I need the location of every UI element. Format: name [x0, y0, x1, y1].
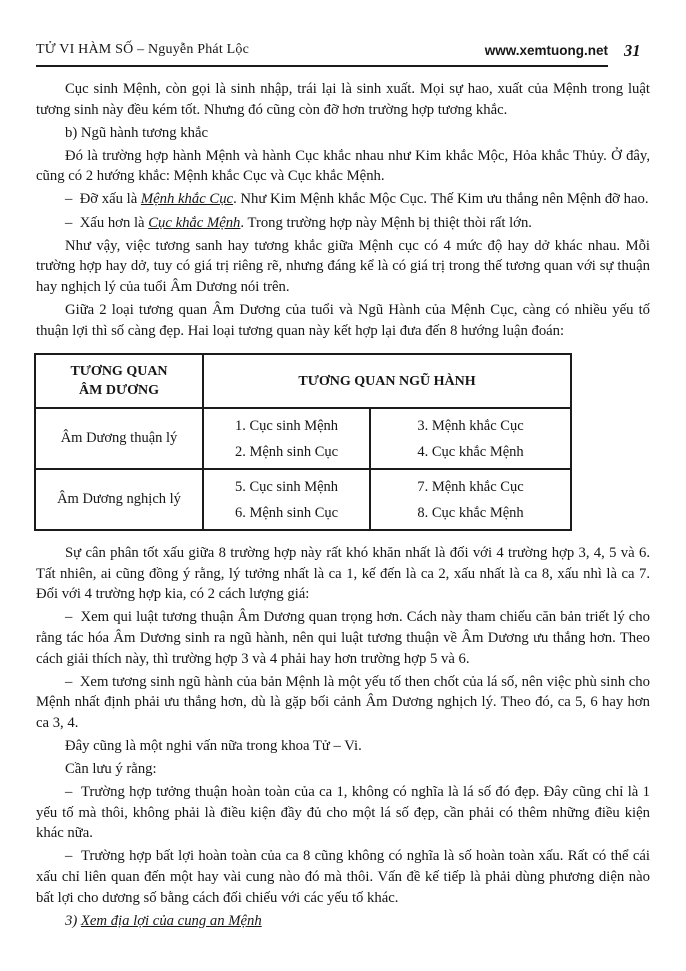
table-item-3: 3. Mệnh khắc Cục [417, 417, 524, 434]
paragraph-do-xau-suffix: . Như Kim Mệnh khắc Mộc Cục. Thế Kim ưu thắng nên Mệnh đỡ hao. [233, 191, 649, 208]
subsection-number: 3) [65, 912, 81, 929]
paragraph-truong-hop-ca-1: – Trường hợp tưởng thuận hoàn toàn của ca 1, không có nghĩa là lá số đó đẹp. Đây cũng chỉ là 1 yếu tố mà thôi, không phải là điều kiện đầy đủ cho một lá số đẹp, cần phải có thêm những điều kiện khác nữa. [36, 784, 650, 842]
table-item-6: 6. Mệnh sinh Cục [234, 504, 339, 521]
table-item-7: 7. Mệnh khắc Cục [417, 478, 524, 495]
paragraph-cuc-sinh-menh: Cục sinh Mệnh, còn gọi là sinh nhập, trái lại là sinh xuất. Mọi sự hao, xuất của Mệnh trong luật tương sinh này đều kém tốt. Nhưng đó cũng còn đỡ hơn trường hợp tương khắc. [36, 81, 650, 118]
table-item-5: 5. Cục sinh Mệnh [234, 478, 339, 495]
paragraph-xau-hon-prefix: – Xấu hơn là [65, 214, 149, 231]
table-item-1: 1. Cục sinh Mệnh [234, 417, 339, 434]
paragraph-nghi-van: Đây cũng là một nghi vấn nữa trong khoa Tử – Vi. [65, 737, 362, 754]
paragraph-giua-2-loai: Giữa 2 loại tương quan Âm Dương của tuổi và Ngũ Hành của Mệnh Cục, càng có nhiều yếu tố thuận lợi thì số càng đẹp. Hai loại tương quan này kết hợp lại đưa đến 8 hướng luận đoán: [36, 301, 650, 339]
table-row-thuan-ly [35, 408, 571, 469]
paragraph-xem-qui-luat: – Xem qui luật tương thuận Âm Dương quan trọng hơn. Cách này tham chiếu căn bản triết lý cho rằng tác hóa Âm Dương sinh ra ngũ hành, nên qui luật tương thuận về Âm Dương ưu thắng hơn. Theo cách giải thích này, thì trường hợp 3 và 4 phải hay hơn trường hợp 5 và 6. [36, 609, 650, 667]
website-label: www.xemtuong.net [484, 43, 608, 58]
paragraph-nhu-vay: Như vậy, việc tương sanh hay tương khắc giữa Mệnh cục có 4 mức độ hay dở khác nhau. Mỗi trường hợp hay dở, tuy có giá trị riêng rẽ, nhưng đáng kể là có giá trị trong thế tương quan với sự thuận hay nghịch lý của tuổi Âm Dương nói trên. [36, 237, 650, 295]
paragraph-truong-hop-ca-8: – Trường hợp bất lợi hoàn toàn của ca 8 cũng không có nghĩa là số hoàn toàn xấu. Rất có thể cái xấu chỉ liên quan đến một hay vài cung nào đó mà thôi. Vấn đề kế tiếp là phải dùng phương diện nào bất lợi cho dương số bằng cách đối chiếu với các yếu tố khác. [36, 848, 650, 906]
paragraph-xau-hon [36, 213, 650, 234]
subsection-title-underlined: Xem địa lợi của cung an Mệnh [80, 912, 262, 929]
table-cell-label-nghich-ly: Âm Dương nghịch lý [35, 469, 203, 530]
subsection-heading-xem-dia-loi [36, 911, 650, 932]
page-header [36, 42, 608, 67]
emphasis-menh-khac-cuc: Mệnh khắc Cục [140, 191, 234, 208]
table-header-am-duong-line2: ÂM DƯƠNG [79, 383, 159, 399]
table-item-2: 2. Mệnh sinh Cục [234, 443, 339, 460]
paragraph-truong-hop-khac: Đó là trường hợp hành Mệnh và hành Cục khắc nhau như Kim khắc Mộc, Hỏa khắc Thủy. Ở đây, cũng có 2 hướng khắc: Mệnh khắc Cục và Cục khắc Mệnh. [36, 147, 650, 185]
page-number: 31 [624, 41, 641, 60]
table-cell-nghich-ly-khac [370, 469, 571, 530]
section-heading-ngu-hanh-tuong-khac: b) Ngũ hành tương khắc [65, 124, 208, 141]
table-cell-label-thuan-ly: Âm Dương thuận lý [35, 408, 203, 469]
table-cell-thuan-ly-sinh [203, 408, 370, 469]
paragraph-do-xau-prefix: – Đỡ xấu là [65, 191, 141, 208]
table-header-am-duong [35, 354, 203, 408]
book-title: TỬ VI HÀM SỐ – Nguyễn Phát Lộc [36, 42, 249, 57]
table-header-am-duong-line1: TƯƠNG QUAN [70, 364, 168, 380]
table-item-8: 8. Cục khắc Mệnh [417, 504, 524, 521]
paragraph-do-xau [36, 189, 650, 210]
page-body [36, 79, 650, 934]
table-row-nghich-ly [35, 469, 571, 530]
relation-table [34, 353, 572, 531]
table-header-row [35, 354, 571, 408]
table-header-ngu-hanh: TƯƠNG QUAN NGŨ HÀNH [203, 354, 571, 408]
table-item-4: 4. Cục khắc Mệnh [417, 443, 524, 460]
paragraph-xem-tuong-sinh: – Xem tương sinh ngũ hành của bản Mệnh là một yếu tố then chốt của lá số, nên việc phù sinh cho Mệnh nhất định phải ưu thắng hơn, dù là gặp bối cảnh Âm Dương nghịch lý. Theo đó, ca 5, 6 hay hơn ca 3, 4. [36, 673, 650, 731]
paragraph-xau-hon-suffix: . Trong trường hợp này Mệnh bị thiệt thòi rất lớn. [240, 214, 532, 231]
emphasis-cuc-khac-menh: Cục khắc Mệnh [148, 214, 241, 231]
table-cell-nghich-ly-sinh [203, 469, 370, 530]
paragraph-can-luu-y: Cần lưu ý rằng: [65, 761, 157, 778]
paragraph-su-can-phan: Sự cân phân tốt xấu giữa 8 trường hợp này rất khó khăn nhất là đối với 4 trường hợp 3, 4, 5 và 6. Tất nhiên, ai cũng đồng ý rằng, lý tưởng nhất là ca 1, kế đến là ca 2, xấu nhất là ca 8, xấu nhì là ca 7. Đối với 4 trường hợp kia, có 2 cách lượng giá: [36, 545, 650, 603]
table-cell-thuan-ly-khac [370, 408, 571, 469]
